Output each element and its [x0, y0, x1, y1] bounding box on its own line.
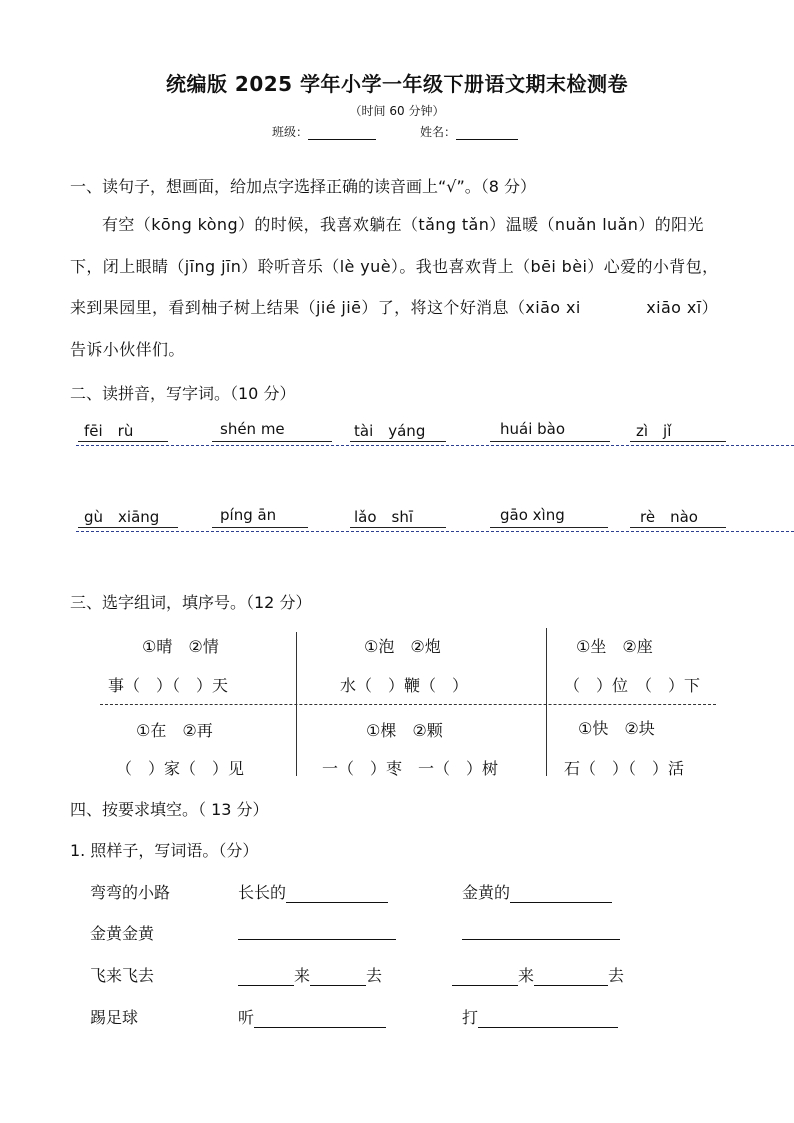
exam-duration: （时间 60 分钟）	[349, 104, 445, 118]
example-word: 弯弯的小路	[90, 883, 171, 902]
answer-blank[interactable]	[286, 884, 388, 903]
pinyin-item: gāo xìng	[500, 506, 565, 524]
answer-blank[interactable]	[254, 1009, 386, 1028]
word-blanks[interactable]: 事（ ）（ ）天	[108, 676, 229, 695]
pinyin-item: shén me	[220, 420, 285, 438]
example-word: 金黄金黄	[90, 924, 155, 943]
pinyin-item: píng ān	[220, 506, 277, 524]
fill-mid: 来	[294, 966, 311, 985]
fill-item	[452, 963, 624, 986]
word-blanks[interactable]: （ ）位 （ ）下	[564, 676, 701, 695]
pinyin-underline	[630, 441, 726, 442]
answer-blank[interactable]	[238, 967, 294, 986]
answer-blank[interactable]	[238, 921, 396, 940]
fill-prefix: 金黄的	[462, 883, 511, 902]
pinyin-underline	[212, 527, 308, 528]
pinyin-underline	[490, 527, 608, 528]
section3-heading: 三、选字组词，填序号。（12 分）	[70, 593, 312, 612]
section1-heading: 一、读句子，想画面，给加点字选择正确的读音画上“√”。（8 分）	[70, 177, 537, 196]
pinyin-item: lǎo shī	[354, 508, 414, 526]
pinyin-underline	[78, 527, 178, 528]
answer-blank[interactable]	[534, 967, 608, 986]
word-blanks[interactable]: （ ）家（ ）见	[116, 759, 245, 778]
class-blank[interactable]	[308, 125, 376, 140]
answer-blank[interactable]	[452, 967, 518, 986]
char-options: ①棵 ②颗	[366, 721, 443, 740]
fill-prefix: 长长的	[238, 883, 287, 902]
pinyin-item: fēi rù	[84, 422, 134, 440]
name-label: 姓名：	[420, 125, 457, 139]
pinyin-underline	[350, 527, 446, 528]
char-options: ①快 ②块	[578, 719, 655, 738]
answer-blank[interactable]	[462, 921, 620, 940]
table-divider	[100, 704, 716, 705]
fill-item	[238, 1005, 386, 1028]
class-field	[272, 123, 376, 140]
pinyin-item: zì jǐ	[636, 422, 672, 440]
fill-item	[462, 1005, 618, 1028]
pinyin-underline	[630, 527, 726, 528]
pinyin-item: rè nào	[640, 508, 698, 526]
answer-blank[interactable]	[478, 1009, 618, 1028]
pinyin-item: huái bào	[500, 420, 566, 438]
pinyin-underline	[350, 441, 446, 442]
fill-prefix: 打	[462, 1008, 479, 1027]
word-blanks[interactable]: 一（ ）枣 一（ ）树	[322, 759, 499, 778]
section2-heading: 二、读拼音，写字词。（10 分）	[70, 384, 296, 403]
name-field	[420, 123, 518, 140]
char-options: ①坐 ②座	[576, 637, 653, 656]
fill-mid: 来	[518, 966, 535, 985]
fill-prefix: 听	[238, 1008, 255, 1027]
pinyin-underline	[490, 441, 610, 442]
name-blank[interactable]	[456, 125, 518, 140]
fill-item	[462, 880, 612, 903]
pinyin-underline	[78, 441, 168, 442]
fill-item	[238, 880, 388, 903]
char-options: ①在 ②再	[136, 721, 213, 740]
answer-blank[interactable]	[510, 884, 612, 903]
pinyin-underline	[212, 441, 332, 442]
section1-paragraph: 有空（kōng kòng）的时候，我喜欢躺在（tǎng tǎn）温暖（nuǎn luǎn）的阳光下，闭上眼睛（jīng jīn）聆听音乐（lè yuè）。我也喜欢背上（bēi bèi）心爱的小背包，来到果园里，看到柚子树上结果（jié jiē）了，将这个好消息（xiāo xi xiāo xī）告诉小伙伴们。	[70, 215, 719, 359]
table-divider	[546, 628, 547, 776]
pinyin-item: tài yáng	[354, 422, 426, 440]
word-blanks[interactable]: 石（ ）（ ）活	[564, 759, 685, 778]
fill-item	[238, 963, 382, 986]
fill-end: 去	[366, 966, 383, 985]
example-word: 飞来飞去	[90, 966, 155, 985]
class-label: 班级：	[272, 125, 309, 139]
example-word: 踢足球	[90, 1008, 139, 1027]
char-options: ①晴 ②情	[142, 637, 219, 656]
writing-line[interactable]	[76, 445, 794, 446]
writing-line[interactable]	[76, 531, 794, 532]
char-options: ①泡 ②炮	[364, 637, 441, 656]
page-title: 统编版 2025 学年小学一年级下册语文期末检测卷	[165, 72, 629, 96]
word-blanks[interactable]: 水（ ）鞭（ ）	[340, 676, 469, 695]
fill-end: 去	[608, 966, 625, 985]
pinyin-item: gù xiāng	[84, 508, 160, 526]
section4-sub1: 1. 照样子，写词语。（分）	[70, 841, 259, 860]
answer-blank[interactable]	[310, 967, 366, 986]
section4-heading: 四、按要求填空。（ 13 分）	[70, 800, 269, 819]
